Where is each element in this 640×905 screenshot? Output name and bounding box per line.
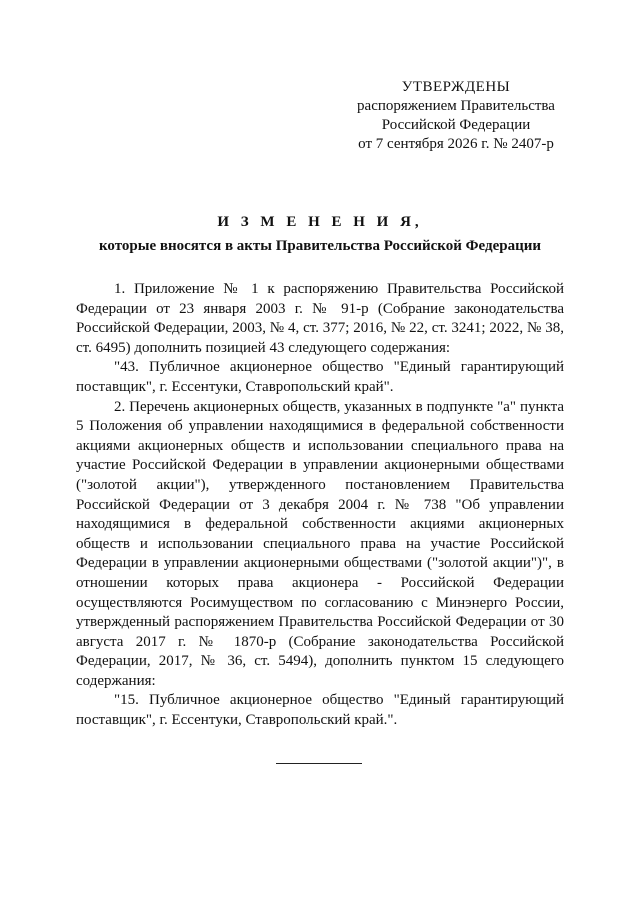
approval-heading: УТВЕРЖДЕНЫ xyxy=(401,79,511,95)
approval-stamp-block xyxy=(340,78,572,154)
paragraph-item-1: 1. Приложение № 1 к распоряжению Правительства Российской Федерации от 23 января 2003 г. № 91-р (Собрание законодательства Российской Федерации, 2003, № 4, ст. 377; 2016, № 22, ст. 3241; 2022, № 38, ст. 6495) дополнить позицией 43 следующего содержания: xyxy=(76,281,564,356)
paragraph-item-2-addition: "15. Публичное акционерное общество "Единый гарантирующий поставщик", г. Ессентуки, Ставропольский край.". xyxy=(76,692,564,729)
paragraph-item-1-addition: "43. Публичное акционерное общество "Единый гарантирующий поставщик", г. Ессентуки, Ставропольский край". xyxy=(76,359,564,395)
approval-line-government: Российской Федерации xyxy=(381,117,531,133)
document-title: И З М Е Н Е Н И Я, xyxy=(217,214,423,230)
paragraph-item-2: 2. Перечень акционерных обществ, указанных в подпункте "а" пункта 5 Положения об управлении находящимися в федеральной собственности акциями акционерных обществ и использовании специального права на участие Российской Федерации в управлении акционерными обществами ("золотой акции"), утвержденного постановлением Правительства Российской Федерации от 3 декабря 2004 г. № 738 "Об управлении находящимися в федеральной собственности акциями акционерных обществ и использовании специального права на участие Российской Федерации в управлении акционерными обществами ("золотой акции")", в отношении которых права акционера - Российской Федерации осуществляются Росимуществом по согласованию с Минэнерго России, утвержденный распоряжением Правительства Российской Федерации от 30 августа 2017 г. № 1870-р (Собрание законодательства Российской Федерации, 2017, № 36, ст. 5494), дополнить пунктом 15 следующего содержания: xyxy=(76,398,564,689)
document-subtitle: которые вносятся в акты Правительства Российской Федерации xyxy=(98,238,542,254)
document-title-block xyxy=(76,212,564,256)
approval-line-date-number: от 7 сентября 2026 г. № 2407-р xyxy=(358,136,554,152)
closing-separator-line xyxy=(276,763,362,764)
document-body xyxy=(76,280,564,731)
approval-line-order: распоряжением Правительства xyxy=(357,98,555,114)
